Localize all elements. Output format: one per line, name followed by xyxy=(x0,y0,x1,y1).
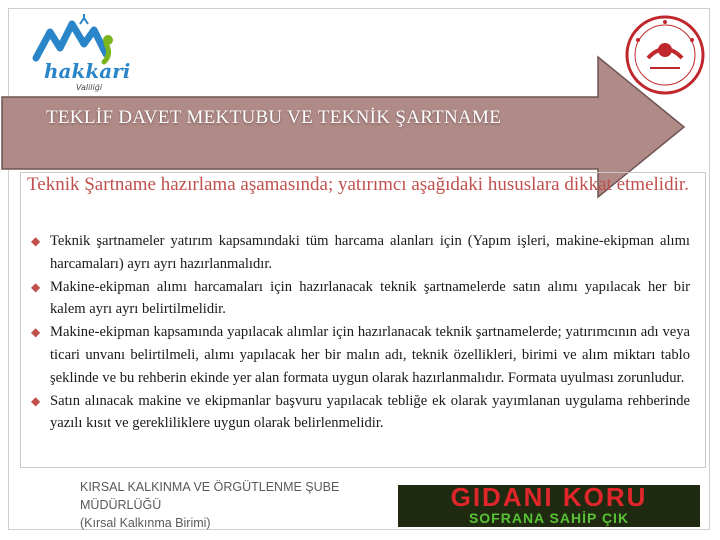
banner-subtitle: SOFRANA SAHİP ÇIK xyxy=(468,510,630,526)
footer-line: (Kırsal Kalkınma Birimi) xyxy=(80,516,211,530)
list-item xyxy=(30,230,690,276)
logo-wordmark: hakkari xyxy=(44,59,131,83)
diamond-bullet-icon: ◆ xyxy=(31,325,41,340)
logo-subtitle: Valiliği xyxy=(76,83,103,92)
bullet-list xyxy=(30,230,690,435)
diamond-bullet-icon: ◆ xyxy=(31,393,41,408)
bullet-text: Satın alınacak makine ve ekipmanlar başvuru yapılacak tebliğe ek olarak yayımlanan uygulama rehberinde yazılı kısıt ve gerekliliklere uygun olarak belirlenmelidir. xyxy=(50,392,690,432)
bullet-text: Teknik şartnameler yatırım kapsamındaki tüm harcama alanları için (Yapım işleri, makine-ekipman alımı harcamaları) ayrı ayrı hazırlanmalıdır. xyxy=(50,233,690,272)
gidani-koru-banner xyxy=(398,482,700,527)
intro-text: Teknik Şartname hazırlama aşamasında; yatırımcı aşağıdaki hususlara dikkat etmelidir. xyxy=(27,174,689,195)
bullet-text: Makine-ekipman kapsamında yapılacak alımlar için hazırlanacak teknik şartnamelerde; yatırımcının adı veya ticari unvanı belirtilmeli, alımı yapılacak her bir malın adı, teknik özellikleri, birimi ve alım miktarı tablo şeklinde ve bu rehberin ekinde yer alan formata uygun olarak hazırlanmalıdır. Formata uyulması zorunludur. xyxy=(50,324,690,386)
diamond-bullet-icon: ◆ xyxy=(31,279,41,294)
slide-title: TEKLİF DAVET MEKTUBU VE TEKNİK ŞARTNAME xyxy=(46,107,502,128)
footer-line: KIRSAL KALKINMA VE ÖRGÜTLENME ŞUBE xyxy=(80,480,340,494)
footer-line: MÜDÜRLÜĞÜ xyxy=(80,498,162,512)
banner-title: GIDANI KORU xyxy=(450,482,648,512)
bullet-text: Makine-ekipman alımı harcamaları için hazırlanacak teknik şartnamelerde satın alımı yapılacak her bir kalem ayrı ayrı belirtilmelidir. xyxy=(50,278,690,318)
list-item xyxy=(30,390,690,436)
footer-department xyxy=(80,478,400,532)
list-item xyxy=(30,276,690,322)
list-item xyxy=(30,321,690,389)
diamond-bullet-icon: ◆ xyxy=(31,234,41,248)
